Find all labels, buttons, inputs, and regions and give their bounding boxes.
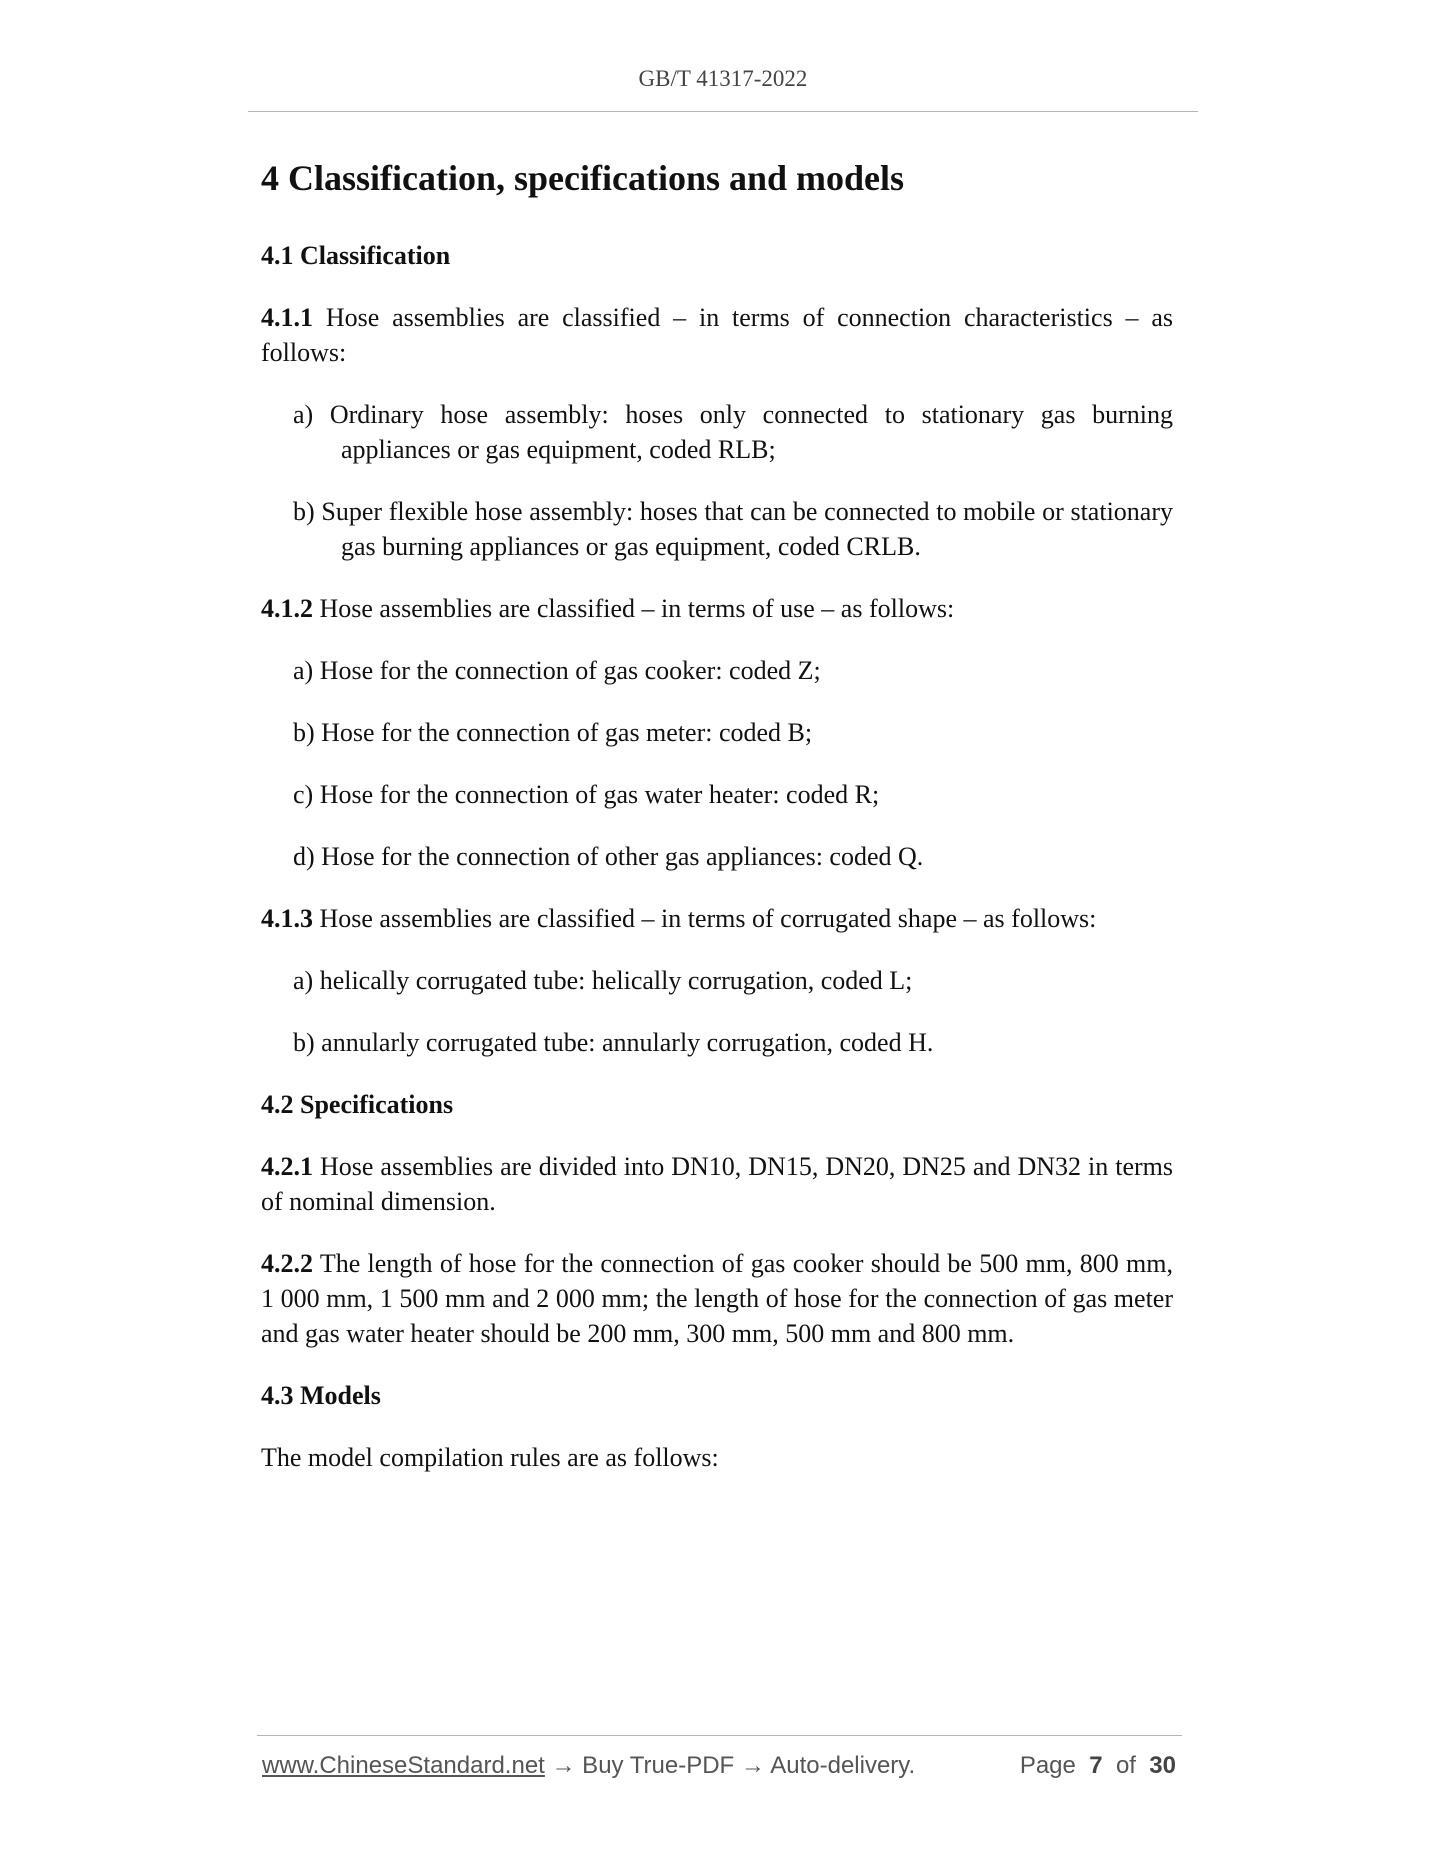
list-item: b) Super flexible hose assembly: hoses that can be connected to mobile or stationary gas burning appliances or gas equipment, coded CRLB. [293,497,1173,561]
list-item: c) Hose for the connection of gas water heater: coded R; [293,780,880,809]
clause-text: Hose assemblies are classified – in terms of connection characteristics – as follows: [261,303,1173,367]
clause-number: 4.2.2 [261,1249,313,1278]
clause-number: 4.1.1 [261,303,313,332]
heading-4-1: 4.1 Classification [261,241,451,270]
list-item: a) Ordinary hose assembly: hoses only connected to stationary gas burning appliances or gas equipment, coded RLB; [293,400,1173,464]
current-page: 7 [1089,1752,1103,1779]
heading-4-3: 4.3 Models [261,1381,381,1410]
list-item: a) helically corrugated tube: helically corrugation, coded L; [293,966,913,995]
list-item: d) Hose for the connection of other gas appliances: coded Q. [293,842,924,871]
footer-promo [262,1752,915,1779]
clause-text: Hose assemblies are classified – in terms of corrugated shape – as follows: [313,904,1097,933]
website-link[interactable]: www.ChineseStandard.net [262,1752,545,1779]
page-footer [262,1752,1180,1780]
clause-4-2-1 [261,1149,1173,1219]
models-intro: The model compilation rules are as follows: [261,1443,719,1472]
clause-number: 4.1.3 [261,904,313,933]
clause-text: Hose assemblies are divided into DN10, DN15, DN20, DN25 and DN32 in terms of nominal dimension. [261,1152,1173,1216]
list-item: b) Hose for the connection of gas meter: coded B; [293,718,813,747]
document-code-header: GB/T 41317-2022 [638,66,808,91]
of-label: of [1115,1752,1136,1779]
footer-delivery-text: → Buy True-PDF → Auto-delivery. [544,1752,916,1779]
clause-number: 4.2.1 [261,1152,313,1181]
total-pages: 30 [1149,1752,1176,1779]
clause-4-1-3 [261,901,1173,936]
list-item: b) annularly corrugated tube: annularly corrugation, coded H. [293,1028,934,1057]
clause-4-2-2 [261,1246,1173,1351]
footer-divider [257,1735,1182,1736]
clause-4-1-2 [261,591,1173,626]
clause-4-1-1 [261,300,1173,370]
section-title: 4 Classification, specifications and models [261,158,905,198]
header-divider [248,111,1198,112]
heading-4-2: 4.2 Specifications [261,1090,454,1119]
clause-text: Hose assemblies are classified – in terms of use – as follows: [313,594,955,623]
clause-number: 4.1.2 [261,594,313,623]
page-indicator [1020,1752,1176,1780]
clause-text: The length of hose for the connection of gas cooker should be 500 mm, 800 mm, 1 000 mm, 1 500 mm and 2 000 mm; the length of hose for the connection of gas meter and gas water heater should be 200 mm, 300 mm, 500 mm and 800 mm. [261,1249,1173,1348]
page-content [261,156,1173,1475]
page-label: Page [1019,1752,1076,1779]
list-item: a) Hose for the connection of gas cooker: coded Z; [293,656,821,685]
